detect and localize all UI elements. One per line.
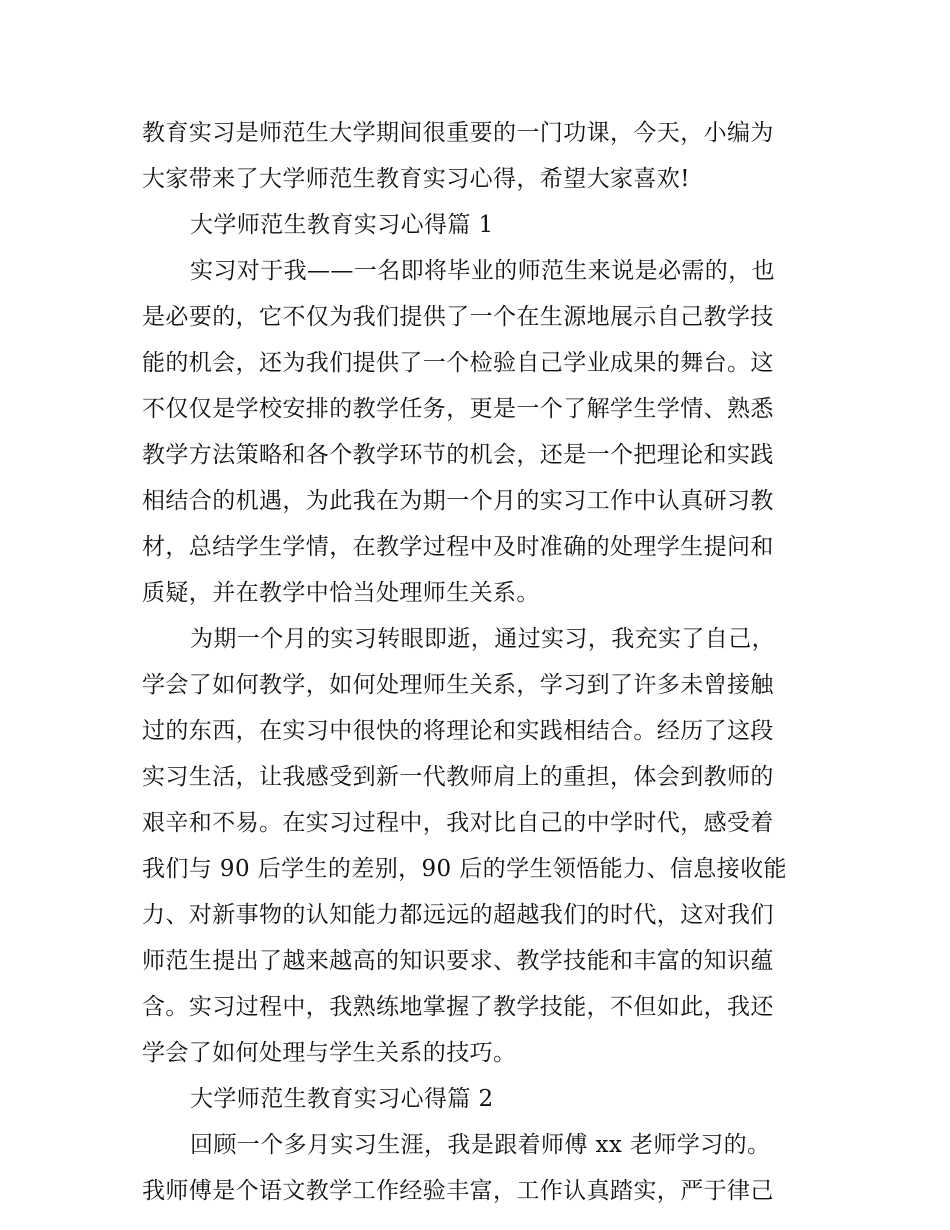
text-line: 为期一个月的实习转眼即逝，通过实习，我充实了自己， <box>190 626 775 652</box>
text-line: 能的机会，还为我们提供了一个检验自己学业成果的舞台。这 <box>142 350 774 376</box>
text-line: 过的东西，在实习中很快的将理论和实践相结合。经历了这段 <box>142 718 774 744</box>
text-line: 力、对新事物的认知能力都远远的超越我们的时代，这对我们 <box>142 902 774 928</box>
text-line: 大家带来了大学师范生教育实习心得，希望大家喜欢! <box>142 166 690 192</box>
text-line: 材，总结学生学情，在教学过程中及时准确的处理学生提问和 <box>142 534 774 560</box>
text-line: 实习生活，让我感受到新一代教师肩上的重担，体会到教师的 <box>142 764 774 790</box>
text-line: 我们与 90 后学生的差别，90 后的学生领悟能力、信息接收能 <box>142 856 787 882</box>
section-heading: 大学师范生教育实习心得篇 1 <box>190 212 494 238</box>
text-line: 质疑，并在教学中恰当处理师生关系。 <box>142 580 540 606</box>
text-line: 学会了如何处理与学生关系的技巧。 <box>142 1040 517 1066</box>
text-line: 回顾一个多月实习生涯，我是跟着师傅 xx 老师学习的。 <box>190 1132 771 1158</box>
text-line: 相结合的机遇，为此我在为期一个月的实习工作中认真研习教 <box>142 488 774 514</box>
text-line: 学会了如何教学，如何处理师生关系，学习到了许多未曾接触 <box>142 672 774 698</box>
document-body <box>142 110 812 1214</box>
section-heading: 大学师范生教育实习心得篇 2 <box>190 1086 494 1112</box>
text-line: 教育实习是师范生大学期间很重要的一门功课，今天，小编为 <box>142 120 774 146</box>
text-line: 含。实习过程中，我熟练地掌握了教学技能，不但如此，我还 <box>142 994 774 1020</box>
text-line: 不仅仅是学校安排的教学任务，更是一个了解学生学情、熟悉 <box>142 396 774 422</box>
text-line: 是必要的，它不仅为我们提供了一个在生源地展示自己教学技 <box>142 304 774 330</box>
text-line: 艰辛和不易。在实习过程中，我对比自己的中学时代，感受着 <box>142 810 774 836</box>
text-line: 师范生提出了越来越高的知识要求、教学技能和丰富的知识蕴 <box>142 948 774 974</box>
text-line: 实习对于我——一名即将毕业的师范生来说是必需的，也 <box>190 258 775 284</box>
text-line: 我师傅是个语文教学工作经验丰富，工作认真踏实，严于律己 <box>142 1178 774 1204</box>
text-line: 教学方法策略和各个教学环节的机会，还是一个把理论和实践 <box>142 442 774 468</box>
